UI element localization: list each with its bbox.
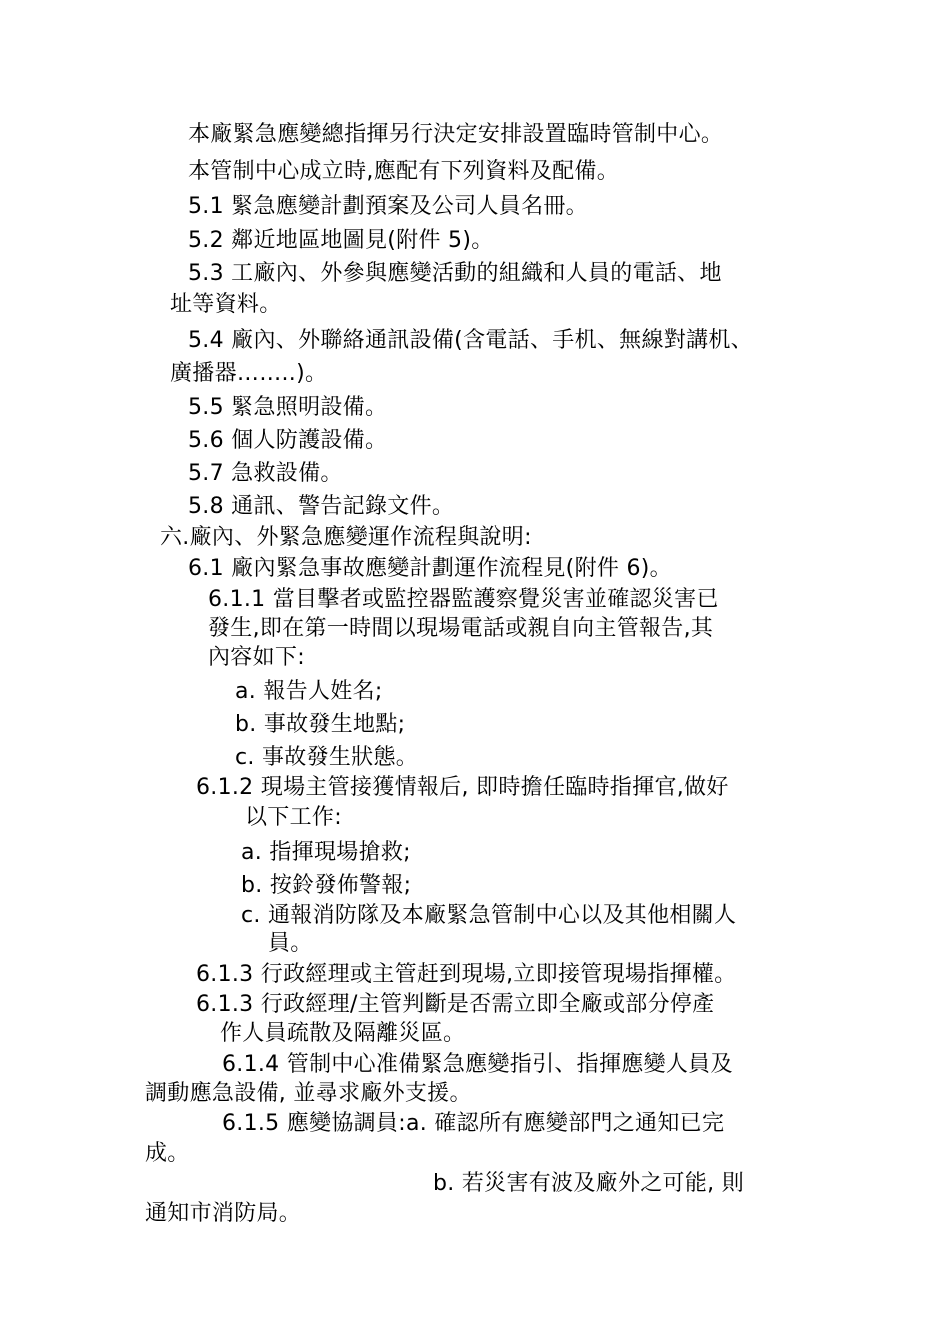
text-line: 成。 — [145, 1141, 190, 1166]
text-line: 5.3 工廠內、外參與應變活動的組織和人員的電話、地 — [188, 261, 722, 286]
list-item: c. 通報消防隊及本廠緊急管制中心以及其他相關人 — [241, 903, 737, 928]
text-line: 5.2 鄰近地區地圖見(附件 5)。 — [188, 228, 494, 253]
text-line: 5.4 廠內、外聯絡通訊設備(含電話、手机、無線對講机、 — [188, 328, 753, 353]
text-line: 作人員疏散及隔離災區。 — [220, 1021, 466, 1046]
text-line: 址等資料。 — [170, 292, 282, 317]
text-line: 6.1.4 管制中心准備緊急應變指引、指揮應變人員及 — [222, 1052, 733, 1077]
text-line: 廣播器……..)。 — [170, 361, 328, 386]
text-line: 以下工作: — [245, 805, 342, 830]
text-line: 5.6 個人防護設備。 — [188, 428, 388, 453]
text-line: 5.7 急救設備。 — [188, 461, 343, 486]
text-line: 5.1 緊急應變計劃預案及公司人員名冊。 — [188, 194, 588, 219]
text-line: 通知市消防局。 — [145, 1201, 302, 1226]
text-line: 5.8 通訊、警告記錄文件。 — [188, 494, 455, 519]
text-line: 本廠緊急應變總指揮另行決定安排設置臨時管制中心。 — [188, 122, 724, 147]
text-line: 本管制中心成立時,應配有下列資料及配備。 — [188, 159, 619, 184]
text-line: 調動應急設備, 並尋求廠外支援。 — [145, 1081, 472, 1106]
text-line: b. 若災害有波及廠外之可能, 則 — [433, 1171, 745, 1196]
text-line: 6.1.2 現場主管接獲情報后, 即時擔任臨時指揮官,做好 — [196, 775, 729, 800]
text-line: 內容如下: — [208, 645, 305, 670]
list-item: b. 按鈴發佈警報; — [241, 873, 412, 898]
text-line: 6.1.1 當目擊者或監控器監護察覺災害並確認災害已 — [208, 587, 719, 612]
text-line: 6.1.3 行政經理或主管赶到現場,立即接管現場指揮權。 — [196, 962, 737, 987]
section-heading: 六.廠內、外緊急應變運作流程與說明: — [160, 525, 532, 550]
list-item: 員。 — [268, 931, 313, 956]
text-line: 5.5 緊急照明設備。 — [188, 395, 388, 420]
list-item: a. 報告人姓名; — [235, 679, 383, 704]
text-line: 6.1 廠內緊急事故應變計劃運作流程見(附件 6)。 — [188, 556, 672, 581]
list-item: c. 事故發生狀態。 — [235, 745, 419, 770]
text-line: 發生,即在第一時間以現場電話或親自向主管報告,其 — [208, 616, 714, 641]
text-line: 6.1.5 應變協調員:a. 確認所有應變部門之通知已完 — [222, 1111, 725, 1136]
list-item: a. 指揮現場搶救; — [241, 840, 411, 865]
text-line: 6.1.3 行政經理/主管判斷是否需立即全廠或部分停產 — [196, 992, 715, 1017]
list-item: b. 事故發生地點; — [235, 712, 406, 737]
